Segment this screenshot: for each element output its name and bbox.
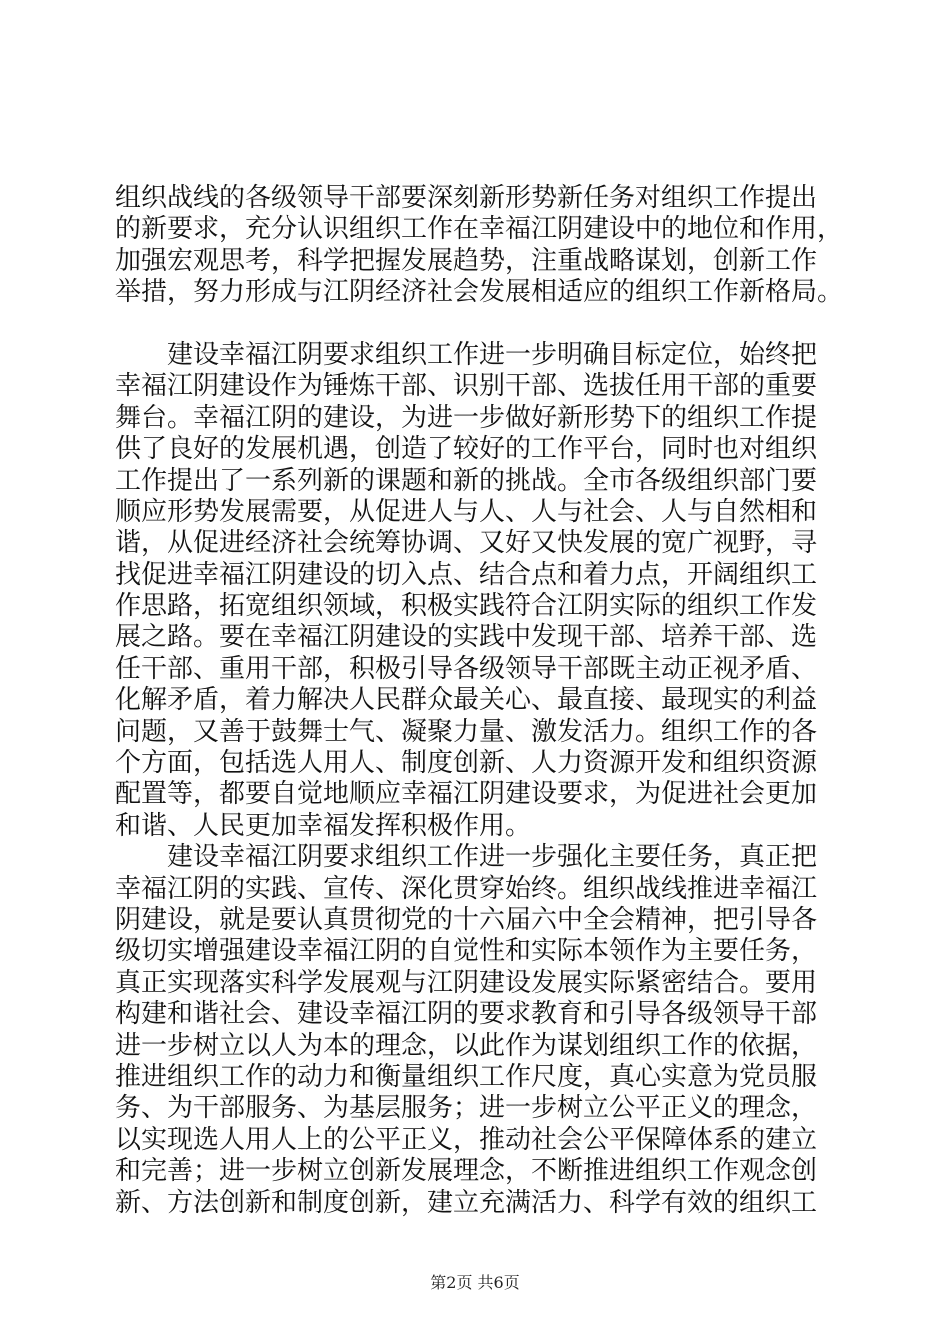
- text-line: 的新要求，充分认识组织工作在幸福江阴建设中的地位和作用，: [115, 214, 844, 245]
- text-line: 建设幸福江阴要求组织工作进一步强化主要任务，真正把: [167, 842, 818, 873]
- text-line: 阴建设，就是要认真贯彻党的十六届六中全会精神，把引导各: [115, 904, 818, 935]
- paragraph-2: [115, 340, 843, 842]
- text-line: 展之路。要在幸福江阴建设的实践中发现干部、培养干部、选: [115, 622, 818, 653]
- text-line: 谐，从促进经济社会统筹协调、又好又快发展的宽广视野，寻: [115, 528, 818, 559]
- page-number: 第2页 共6页: [430, 1273, 520, 1292]
- text-line: 配置等，都要自觉地顺应幸福江阴建设要求，为促进社会更加: [115, 779, 818, 810]
- text-line: 进一步树立以人为本的理念，以此作为谋划组织工作的依据，: [115, 1030, 818, 1061]
- text-line: 举措，努力形成与江阴经济社会发展相适应的组织工作新格局。: [115, 277, 844, 308]
- text-line: 新、方法创新和制度创新，建立充满活力、科学有效的组织工: [115, 1187, 818, 1218]
- document-body: [115, 183, 843, 1219]
- text-line: 和完善；进一步树立创新发展理念，不断推进组织工作观念创: [115, 1156, 818, 1187]
- text-line: 工作提出了一系列新的课题和新的挑战。全市各级组织部门要: [115, 465, 818, 496]
- text-line: 组织战线的各级领导干部要深刻新形势新任务对组织工作提出: [115, 183, 818, 213]
- text-line: 问题，又善于鼓舞士气、凝聚力量、激发活力。组织工作的各: [115, 716, 818, 747]
- text-line: 级切实增强建设幸福江阴的自觉性和实际本领作为主要任务，: [115, 936, 818, 967]
- text-line: 任干部、重用干部，积极引导各级领导干部既主动正视矛盾、: [115, 653, 818, 684]
- paragraph-spacer: [115, 309, 843, 340]
- page-footer: [0, 1270, 950, 1293]
- text-line: 推进组织工作的动力和衡量组织工作尺度，真心实意为党员服: [115, 1061, 818, 1092]
- text-line: 供了良好的发展机遇，创造了较好的工作平台，同时也对组织: [115, 434, 818, 465]
- text-line: 个方面，包括选人用人、制度创新、人力资源开发和组织资源: [115, 748, 818, 779]
- text-line: 务、为干部服务、为基层服务；进一步树立公平正义的理念，: [115, 1093, 818, 1124]
- paragraph-1: [115, 183, 843, 309]
- text-line: 舞台。幸福江阴的建设，为进一步做好新形势下的组织工作提: [115, 402, 818, 433]
- text-line: 幸福江阴建设作为锤炼干部、识别干部、选拔任用干部的重要: [115, 371, 818, 402]
- text-line: 构建和谐社会、建设幸福江阴的要求教育和引导各级领导干部: [115, 999, 818, 1030]
- text-line: 加强宏观思考，科学把握发展趋势，注重战略谋划，创新工作: [115, 245, 818, 276]
- text-line: 作思路，拓宽组织领域，积极实践符合江阴实际的组织工作发: [115, 591, 818, 622]
- paragraph-3: [115, 842, 843, 1219]
- text-line: 以实现选人用人上的公平正义，推动社会公平保障体系的建立: [115, 1124, 818, 1155]
- text-line: 和谐、人民更加幸福发挥积极作用。: [115, 810, 532, 841]
- text-line: 顺应形势发展需要，从促进人与人、人与社会、人与自然相和: [115, 496, 818, 527]
- text-line: 找促进幸福江阴建设的切入点、结合点和着力点，开阔组织工: [115, 559, 818, 590]
- text-line: 化解矛盾，着力解决人民群众最关心、最直接、最现实的利益: [115, 685, 818, 716]
- text-line: 建设幸福江阴要求组织工作进一步明确目标定位，始终把: [167, 339, 818, 370]
- text-line: 幸福江阴的实践、宣传、深化贯穿始终。组织战线推进幸福江: [115, 873, 818, 904]
- text-line: 真正实现落实科学发展观与江阴建设发展实际紧密结合。要用: [115, 967, 818, 998]
